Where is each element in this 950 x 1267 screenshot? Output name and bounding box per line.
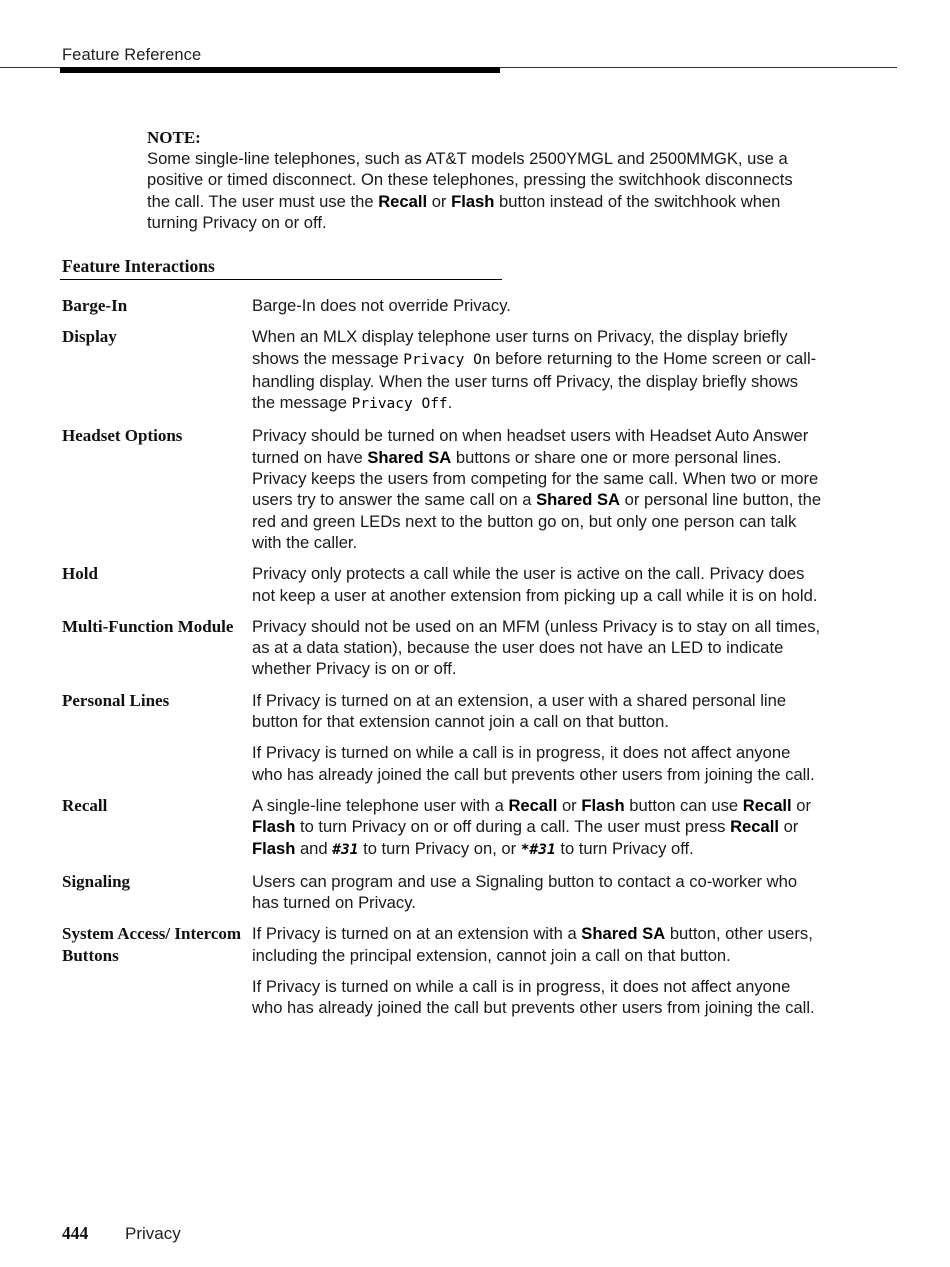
interaction-term: Multi-Function Module <box>62 616 234 636</box>
interaction-row <box>62 871 822 914</box>
bold-term: Flash <box>252 817 296 837</box>
interaction-description <box>252 690 822 785</box>
interaction-row <box>62 923 822 1018</box>
text-run: Users can program and use a Signaling button to contact a co-worker who has turned on Privacy. <box>252 871 798 913</box>
interaction-term: Personal Lines <box>62 690 170 710</box>
bold-term: Flash <box>252 838 296 858</box>
text-run: If Privacy is turned on while a call is in progress, it does not affect anyone who has already joined the call but prevents other users from joining the call. <box>252 743 815 784</box>
interaction-row <box>62 616 822 680</box>
footer-title: Privacy <box>125 1224 181 1243</box>
text-run: button instead of the switchhook when turning Privacy on or off. <box>147 191 781 232</box>
text-run: Barge-In does not override Privacy. <box>252 296 511 315</box>
dial-code: *#31 <box>520 841 556 858</box>
note-text <box>147 148 807 233</box>
text-run: If Privacy is turned on while a call is in progress, it does not affect anyone who has already joined the call but prevents other users from joining the call. <box>252 977 815 1018</box>
interaction-row <box>62 690 822 785</box>
bold-term: Shared SA <box>536 490 620 510</box>
interaction-row <box>62 795 822 861</box>
interaction-description <box>252 563 822 606</box>
display-message: Privacy On <box>403 351 491 368</box>
interaction-term: Barge-In <box>62 296 128 315</box>
page-number: 444 <box>62 1223 89 1243</box>
bold-term: Recall <box>508 795 558 815</box>
bold-term: Flash <box>451 191 495 211</box>
feature-interactions-list <box>62 295 822 1029</box>
text-run: button, other users, including the principal extension, cannot join a call on that button. <box>252 924 813 965</box>
bold-term: Flash <box>581 795 625 815</box>
display-message: Privacy Off <box>351 396 448 413</box>
header-rule-accent <box>60 67 500 73</box>
description-paragraph <box>252 742 822 785</box>
text-run: If Privacy is turned on at an extension with a <box>252 924 582 944</box>
interaction-row <box>62 425 822 553</box>
page-footer <box>62 1223 181 1244</box>
text-run: buttons or share one or more personal lines. Privacy keeps the users from competing for the same call. When two or more users try to answer the same call on a <box>252 447 819 510</box>
interaction-term: System Access/ Intercom Buttons <box>62 924 242 965</box>
bold-term: Shared SA <box>367 447 452 467</box>
note-block <box>147 127 807 233</box>
running-header: Feature Reference <box>62 46 202 64</box>
interaction-description <box>252 326 822 415</box>
description-paragraph <box>252 795 822 861</box>
text-run: . <box>447 393 453 413</box>
text-run: or <box>427 191 452 211</box>
text-run: A single-line telephone user with a <box>252 795 509 815</box>
description-paragraph <box>252 425 822 553</box>
text-run: to turn Privacy on or off during a call. The user must press <box>295 817 731 837</box>
text-run: If Privacy is turned on at an extension, a user with a shared personal line button for that extension cannot join a call on that button. <box>252 690 787 732</box>
bold-term: Shared SA <box>581 924 666 944</box>
description-paragraph <box>252 923 822 966</box>
text-run: Privacy should not be used on an MFM (unless Privacy is to stay on all times, as at a data station), because the user does not have an LED to indicate whether Privacy is on or off. <box>252 616 821 679</box>
interaction-term: Signaling <box>62 871 131 891</box>
note-label: NOTE: <box>147 128 201 147</box>
description-paragraph <box>252 616 822 680</box>
description-paragraph <box>252 563 822 606</box>
dial-code: #31 <box>332 841 359 858</box>
text-run: or <box>791 795 812 815</box>
interaction-description <box>252 923 822 1018</box>
interaction-term: Display <box>62 327 117 347</box>
interaction-term: Headset Options <box>62 426 183 446</box>
bold-term: Recall <box>730 817 779 837</box>
text-run: button can use <box>624 795 743 815</box>
text-run: before returning to the Home screen or call-handling display. When the user turns off Privacy, the display briefly shows the message <box>252 348 817 413</box>
interaction-description <box>252 425 822 553</box>
section-rule <box>60 279 502 280</box>
description-paragraph <box>252 295 822 316</box>
text-run: and <box>295 838 333 858</box>
text-run: Privacy only protects a call while the user is active on the call. Privacy does not keep a user at another extension from picking up a call while it is on hold. <box>252 564 818 605</box>
interaction-description <box>252 795 822 861</box>
interaction-term: Recall <box>62 795 108 815</box>
bold-term: Recall <box>378 191 428 211</box>
text-run: or <box>778 817 799 837</box>
description-paragraph <box>252 976 822 1019</box>
text-run: or <box>557 795 582 815</box>
interaction-row <box>62 563 822 606</box>
interaction-row <box>62 326 822 415</box>
text-run: or personal line button, the red and green LEDs next to the button go on, but only one person can talk with the caller. <box>252 490 822 552</box>
interaction-description <box>252 295 822 316</box>
text-run: When an MLX display telephone user turns on Privacy, the display briefly shows the message <box>252 327 788 368</box>
interaction-row <box>62 295 822 316</box>
interaction-term: Hold <box>62 564 98 584</box>
text-run: Privacy should be turned on when headset users with Headset Auto Answer turned on have <box>252 426 809 467</box>
interaction-description <box>252 871 822 914</box>
description-paragraph <box>252 326 822 415</box>
interaction-description <box>252 616 822 680</box>
text-run: Some single-line telephones, such as AT&T models 2500YMGL and 2500MMGK, use a positive or timed disconnect. On these telephones, pressing the switchhook disconnects the call. The user must use the <box>147 149 793 211</box>
bold-term: Recall <box>742 795 792 815</box>
section-title: Feature Interactions <box>62 256 215 276</box>
text-run: to turn Privacy on, or <box>358 838 521 858</box>
description-paragraph <box>252 871 822 914</box>
text-run: to turn Privacy off. <box>555 838 694 858</box>
description-paragraph <box>252 690 822 733</box>
